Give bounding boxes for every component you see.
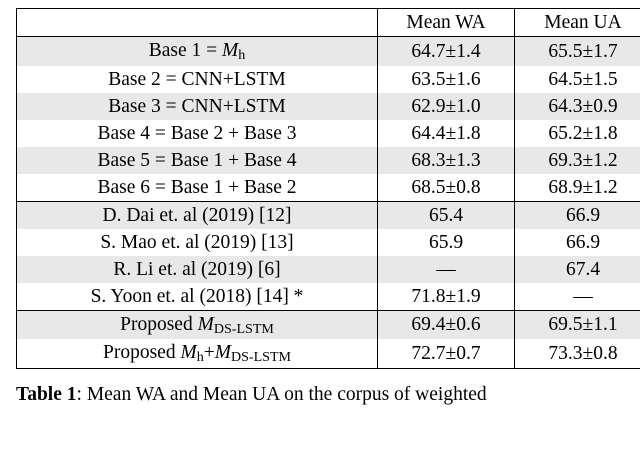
header-cell-mean-ua: Mean UA xyxy=(515,9,640,37)
header-cell-blank xyxy=(17,9,378,37)
row-label: R. Li et. al (2019) [6] xyxy=(17,256,378,283)
table-row xyxy=(17,37,640,66)
cell-mean-ua: 64.3±0.9 xyxy=(515,93,640,120)
cell-mean-wa: 72.7±0.7 xyxy=(378,339,515,368)
cell-mean-ua: 66.9 xyxy=(515,229,640,256)
cell-mean-wa: 68.5±0.8 xyxy=(378,174,515,202)
row-label: Base 5 = Base 1 + Base 4 xyxy=(17,147,378,174)
row-label: Base 2 = CNN+LSTM xyxy=(17,66,378,93)
row-label-text: Proposed xyxy=(102,342,181,364)
row-label-sub: DS-LSTM xyxy=(213,320,274,337)
row-label-text: Base 1 = xyxy=(148,40,222,61)
row-label xyxy=(17,339,378,368)
cell-mean-wa: 71.8±1.9 xyxy=(378,283,515,311)
table-row xyxy=(17,310,640,339)
table-row xyxy=(17,283,640,311)
cell-mean-wa: 68.3±1.3 xyxy=(378,147,515,174)
table-body xyxy=(17,9,640,369)
table-row xyxy=(17,120,640,147)
caption-text: Mean WA and Mean UA on the corpus of weighted xyxy=(86,383,487,405)
row-label-plus: + xyxy=(203,342,215,364)
table-row xyxy=(17,339,640,368)
results-table xyxy=(16,8,640,369)
row-label: Base 3 = CNN+LSTM xyxy=(17,93,378,120)
cell-mean-ua: 69.3±1.2 xyxy=(515,147,640,174)
cell-mean-ua: — xyxy=(515,283,640,311)
cell-mean-ua: 68.9±1.2 xyxy=(515,174,640,202)
cell-mean-wa: 65.9 xyxy=(378,229,515,256)
cell-mean-ua: 66.9 xyxy=(515,201,640,229)
table-caption xyxy=(16,383,624,407)
table-row xyxy=(17,256,640,283)
row-label: S. Mao et. al (2019) [13] xyxy=(17,229,378,256)
table-row xyxy=(17,66,640,93)
table-row xyxy=(17,229,640,256)
cell-mean-ua: 65.5±1.7 xyxy=(515,37,640,66)
caption-number: Table 1 xyxy=(16,383,77,405)
cell-mean-wa: 65.4 xyxy=(378,201,515,229)
table-row xyxy=(17,93,640,120)
row-label xyxy=(17,310,378,339)
cell-mean-ua: 67.4 xyxy=(515,256,640,283)
row-label: Base 4 = Base 2 + Base 3 xyxy=(17,120,378,147)
table-header-row xyxy=(17,9,640,37)
cell-mean-ua: 64.5±1.5 xyxy=(515,66,640,93)
cell-mean-ua: 69.5±1.1 xyxy=(515,310,640,339)
row-label-math: M xyxy=(222,40,239,61)
cell-mean-wa: 63.5±1.6 xyxy=(378,66,515,93)
row-label-math: M xyxy=(197,313,214,335)
cell-mean-wa: 64.7±1.4 xyxy=(378,37,515,66)
cell-mean-ua: 65.2±1.8 xyxy=(515,120,640,147)
caption-separator: : xyxy=(76,383,87,405)
cell-mean-wa: — xyxy=(378,256,515,283)
table-row xyxy=(17,174,640,202)
row-label: D. Dai et. al (2019) [12] xyxy=(17,201,378,229)
row-label-math2: M xyxy=(214,342,231,364)
row-label-text: Proposed xyxy=(120,313,198,335)
cell-mean-ua: 73.3±0.8 xyxy=(515,339,640,368)
cell-mean-wa: 69.4±0.6 xyxy=(378,310,515,339)
cell-mean-wa: 64.4±1.8 xyxy=(378,120,515,147)
row-label: S. Yoon et. al (2018) [14] * xyxy=(17,283,378,311)
table-row xyxy=(17,147,640,174)
row-label-sub: h xyxy=(196,349,204,366)
table-row xyxy=(17,201,640,229)
header-cell-mean-wa: Mean WA xyxy=(378,9,515,37)
row-label-math: M xyxy=(180,342,197,364)
row-label: Base 6 = Base 1 + Base 2 xyxy=(17,174,378,202)
row-label-sub: h xyxy=(238,47,246,64)
cell-mean-wa: 62.9±1.0 xyxy=(378,93,515,120)
row-label-sub2: DS-LSTM xyxy=(230,349,291,366)
row-label xyxy=(17,37,378,66)
